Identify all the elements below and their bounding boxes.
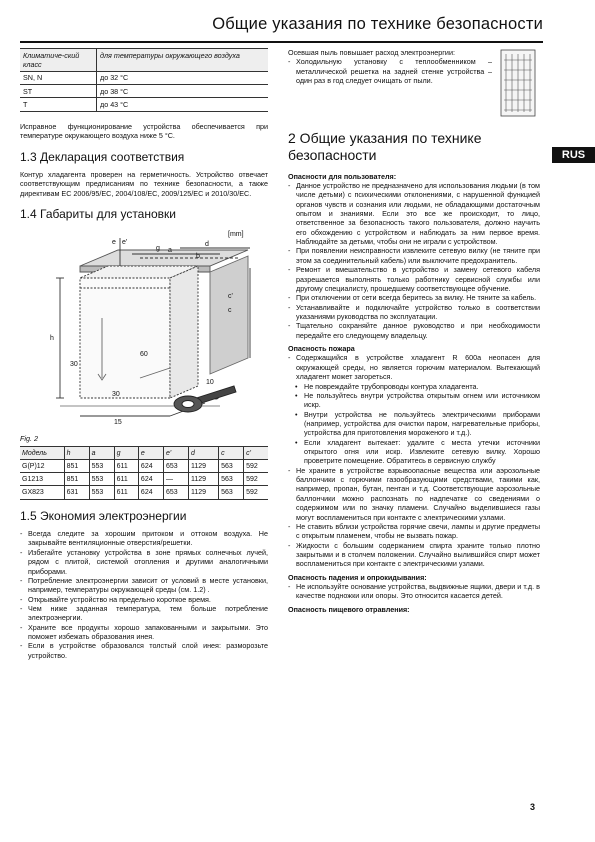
climate-temp: до 32 °C: [97, 71, 269, 84]
dims-cell: 851: [64, 460, 89, 473]
dims-cell: 1129: [188, 460, 218, 473]
users-danger-title: Опасности для пользователя:: [288, 171, 397, 181]
poison-danger-title: Опасность пищевого отравления:: [288, 604, 410, 614]
fire-bullet-list: [288, 382, 540, 466]
list-item: - Ремонт и вмешательство в устройство и замену сетевого кабеля разрешается выполнять только работнику сервисной службы или другому специалисту, прошедшему соответствующее обучение.: [288, 265, 540, 293]
climate-table: [20, 48, 268, 112]
installation-dimensions-figure: [20, 228, 265, 433]
dims-cell: 563: [219, 460, 244, 473]
dust-block: [288, 48, 540, 120]
dims-cell: 653: [163, 460, 188, 473]
dim-label-15: 15: [114, 418, 122, 426]
dims-cell: 611: [114, 473, 138, 486]
dims-cell: 624: [138, 473, 163, 486]
dims-cell: 563: [219, 486, 244, 499]
climate-col1-header: Климатиче-ский класс: [20, 49, 97, 72]
list-item: - Устанавливайте и подключайте устройство только в соответствии указаниями руководства по эксплуатации.: [288, 303, 540, 322]
list-item: - Данное устройство не предназначено для использования людьми (в том числе детьми) с психическими отклонениями, с нарушенной функцией органов чувств и сознания или людьми, не обладающими достаточным опытом и знаниями. Если это все же происходит, то лицо, ответственное за безопасность такого пользователя, должно научить его обхождению с устройством и наблюдать за ним первое время. Наблюдайте за детьми, чтобы они не играли с устройством.: [288, 181, 540, 247]
figure-caption: Fig. 2: [20, 433, 38, 443]
dims-cell: 592: [244, 460, 268, 473]
list-item: - Чем ниже заданная температура, тем больше потребление электроэнергии.: [20, 604, 268, 623]
dims-cell: 563: [219, 473, 244, 486]
dims-header-cell: g: [114, 447, 138, 460]
dim-label-e2: e': [122, 238, 128, 246]
section-1-4-title: 1.4 Габариты для установки: [20, 207, 176, 222]
dim-label-g: g: [156, 244, 160, 252]
list-item: • Внутри устройства не пользуйтесь электрическими приборами (например, устройства для очистки паром, нагревательные приборы, устройства для приготовления мороженого и т.д.).: [288, 410, 540, 438]
table-row: [20, 473, 268, 486]
dim-label-c: c: [228, 306, 232, 314]
page-number: 3: [530, 802, 536, 812]
list-item: - Не используйте основание устройства, выдвижные ящики, двери и т.д. в качестве подножки или опоры. Это относится касается детей.: [288, 582, 540, 601]
dim-label-30a: 30: [70, 360, 78, 368]
list-item: - Холодильную установку с теплообменником – металлической решетка на задней стенке устройства – один раз в год следует очищать от пыли.: [288, 57, 492, 85]
dims-cell: 553: [89, 473, 114, 486]
dims-header-cell: c': [244, 447, 268, 460]
dims-cell: 851: [64, 473, 89, 486]
dims-cell: 553: [89, 486, 114, 499]
dims-cell: 611: [114, 486, 138, 499]
condenser-grille-illustration: [498, 48, 540, 120]
language-tab: RUS: [552, 147, 595, 163]
dims-cell: 611: [114, 460, 138, 473]
users-danger-list: [288, 181, 540, 340]
dims-cell: 624: [138, 486, 163, 499]
climate-class: T: [20, 98, 97, 111]
dim-label-c2: c': [228, 292, 233, 300]
table-row: [20, 85, 268, 98]
dust-text: Осевшая пыль повышает расход электроэнергии:: [288, 48, 455, 57]
energy-tips-list: [20, 529, 268, 660]
table-row: [20, 486, 268, 499]
fall-danger-list: [288, 582, 540, 601]
list-item: - При отключении от сети всегда беритесь за вилку. Не тяните за кабель.: [288, 293, 540, 302]
list-item: - Потребление электроэнергии зависит от условий в месте установки, например, температуры окружающей среды (см. 1.2) .: [20, 576, 268, 595]
dims-cell: 624: [138, 460, 163, 473]
right-column: [288, 48, 540, 614]
list-item: - Содержащийся в устройстве хладагент R 600a неопасен для окружающей среды, но является горючим материалом. Вытекающий хладагент может загореться.: [288, 353, 540, 381]
list-item: - Храните все продукты хорошо запакованными и закрытыми. Это поможет избежать образования инея.: [20, 623, 268, 642]
list-item: - Не храните в устройстве взрывоопасные вещества или аэрозольные баллончики с горючими газообразующими средствами, такими как, например, пропан, бутан, пентан и т.д. Соответствующие аэрозольные баллончики можно распознать по надпечатке со сведениями о содержимом или по значку пламени. Случайно выделившиеся газы могут воспламениться при контакте с электрическими узлами.: [288, 466, 540, 522]
list-item: - Если в устройстве образовался толстый слой инея: разморозьте устройство.: [20, 641, 268, 660]
dims-cell: 631: [64, 486, 89, 499]
dim-label-h: h: [50, 334, 54, 342]
climate-class: ST: [20, 85, 97, 98]
table-row: [20, 460, 268, 473]
dim-label-60: 60: [140, 350, 148, 358]
list-item: • Не повреждайте трубопроводы контура хладагента.: [288, 382, 540, 391]
climate-col2-header: для температуры окружающего воздуха: [97, 49, 269, 72]
page-title: Общие указания по технике безопасности: [212, 15, 543, 33]
dims-cell: 553: [89, 460, 114, 473]
list-item: - Избегайте установку устройства в зоне прямых солнечных лучей, рядом с плитой, системой отопления и другими аналогичными приборами.: [20, 548, 268, 576]
section-2-title: 2 Общие указания по технике безопасности: [288, 130, 482, 163]
table-row: [20, 98, 268, 111]
section-1-3-title: 1.3 Декларация соответствия: [20, 149, 185, 164]
dim-label-30b: 30: [112, 390, 120, 398]
dim-label-10: 10: [206, 378, 214, 386]
dim-label-e: e: [112, 238, 116, 246]
climate-note: Исправное функционирование устройства обеспечивается при температуре окружающего воздуха ниже 5 °C.: [20, 121, 268, 141]
table-row: [20, 71, 268, 84]
dust-list: [288, 57, 492, 85]
dims-header-cell: Модель: [20, 447, 64, 460]
dims-header-cell: a: [89, 447, 114, 460]
dims-cell: 1129: [188, 486, 218, 499]
fire-danger-title: Опасность пожара: [288, 344, 355, 354]
dims-header-cell: d: [188, 447, 218, 460]
section-1-5-title: 1.5 Экономия электроэнергии: [20, 508, 187, 523]
list-item: - Тщательно сохраняйте данное руководство и при необходимости передайте его следующему владельцу.: [288, 321, 540, 340]
list-item: • Не пользуйтесь внутри устройства открытым огнем или источником искр.: [288, 391, 540, 410]
dim-label-d: d: [205, 240, 209, 248]
dims-cell: G(P)12: [20, 460, 64, 473]
dim-label-b: b: [196, 252, 200, 260]
dim-label-a: a: [168, 246, 172, 254]
list-item: - При появлении неисправности извлеките сетевую вилку (не тяните при этом за соединительный кабель) или выключите предохранитель.: [288, 246, 540, 265]
left-column: [20, 48, 268, 660]
climate-class: SN, N: [20, 71, 97, 84]
dims-cell: 592: [244, 486, 268, 499]
list-item: - Открывайте устройство на предельно короткое время.: [20, 595, 268, 604]
dims-header-cell: e: [138, 447, 163, 460]
list-item: - Не ставить вблизи устройства горячие свечи, лампы и другие предметы с открытым пламенем, чтобы не вызвать пожар.: [288, 522, 540, 541]
dims-cell: —: [163, 473, 188, 486]
list-item: - Жидкости с большим содержанием спирта храните только плотно закрытыми и в столчем положении. Случайно вылившийся спирт может воспламениться при контакте с электрическими узлами.: [288, 541, 540, 569]
dims-header-row: [20, 447, 268, 460]
dims-header-cell: c: [219, 447, 244, 460]
dims-cell: 592: [244, 473, 268, 486]
dims-cell: 1129: [188, 473, 218, 486]
dimensions-table: [20, 446, 268, 499]
dishwasher-diagram: [20, 228, 265, 433]
fire-danger-list: [288, 466, 540, 569]
fig-unit-label: [mm]: [228, 230, 244, 238]
header-rule: [20, 41, 543, 43]
list-item: • Если хладагент вытекает: удалите с места утечки источники открытого огня или искр. Извлеките сетевую вилку. Хорошо проветрите помещение. Обратитесь в сервисную службу: [288, 438, 540, 466]
dims-cell: GX823: [20, 486, 64, 499]
climate-temp: до 38 °C: [97, 85, 269, 98]
climate-temp: до 43 °C: [97, 98, 269, 111]
fall-danger-title: Опасность падения и опрокидывания:: [288, 572, 427, 582]
dims-cell: 653: [163, 486, 188, 499]
section-1-3-text: Контур хладагента проверен на герметичность. Устройство отвечает соответствующим предписаниям по технике безопасности, а также директивам EC 2006/95/EC, 2004/108/EC, 2009/125/EC и 2010/30/EC.: [20, 170, 268, 198]
dims-header-cell: h: [64, 447, 89, 460]
dims-header-cell: e': [163, 447, 188, 460]
dims-cell: G1213: [20, 473, 64, 486]
fire-intro-list: [288, 353, 540, 381]
list-item: - Всегда следите за хорошим притоком и оттоком воздуха. Не закрывайте вентиляционные отверстия/решетки.: [20, 529, 268, 548]
